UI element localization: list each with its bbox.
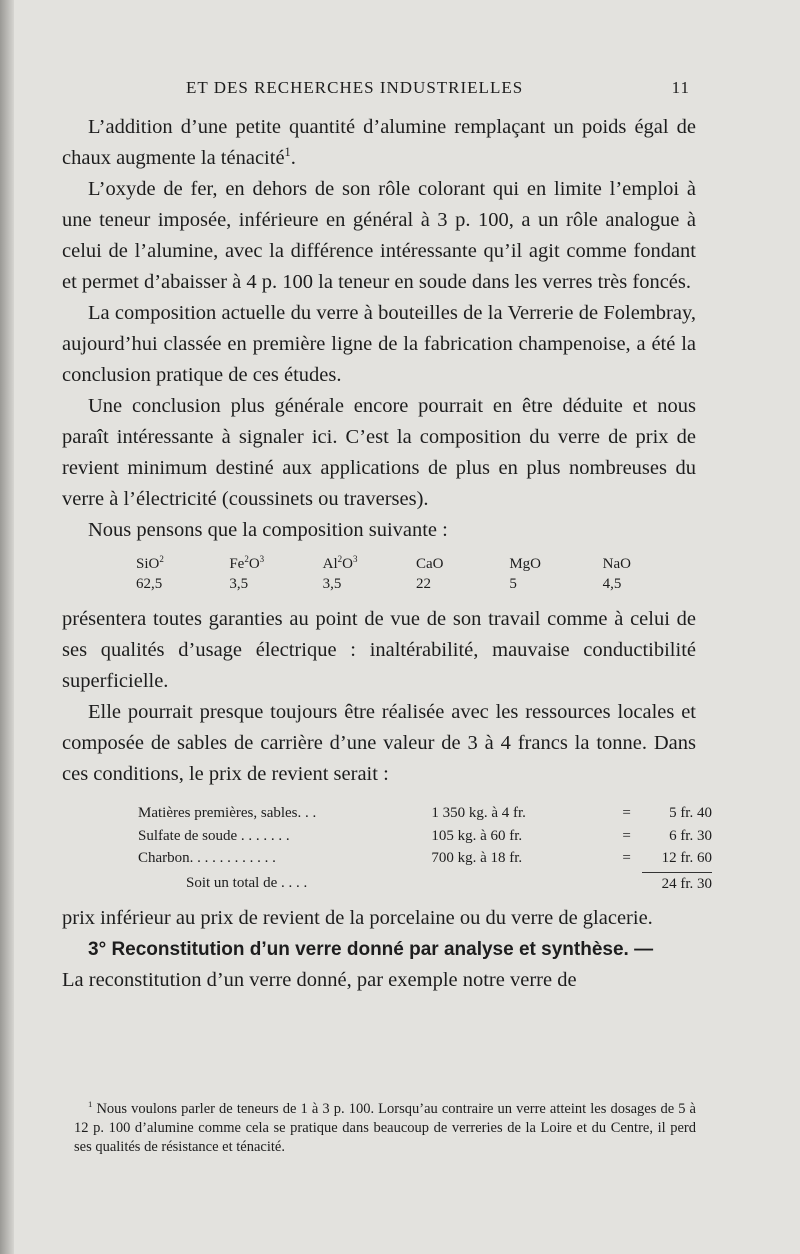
paragraph-oxyde-de-fer: L’oxyde de fer, en dehors de son rôle colorant qui en limite l’emploi à une teneur imposée, inférieure en général à 3 p. 100, a un rôle analogue à celui de l’alumine, avec la différence intéressante qu’il agit comme fondant et permet d’abaisser à 4 p. 100 la teneur en soude dans les verres très foncés. [62, 178, 696, 293]
cost-row [138, 825, 712, 848]
total-price: 24 fr. 30 [642, 872, 712, 896]
cost-price: 5 fr. 40 [669, 805, 712, 821]
cost-label: Sulfate de soude . . . . . . . [138, 827, 290, 844]
footnote [74, 1100, 696, 1157]
composition-table [136, 554, 696, 594]
cost-row [138, 847, 712, 870]
paragraph-ressources: Elle pourrait presque toujours être réalisée avec les ressources locales et composée de sables de carrière d’une valeur de 3 à 4 francs la tonne. Dans ces conditions, le prix de revient serait : [62, 701, 696, 785]
body-text [62, 112, 712, 996]
paragraph-composition-intro: Nous pensons que la composition suivante : [88, 519, 448, 541]
section-title: 3° Reconstitution d’un verre donné par analyse et synthèse. — [88, 939, 654, 960]
oxide-value: 22 [416, 576, 431, 592]
cost-quantity: 700 kg. à 18 fr. [431, 850, 523, 866]
paragraph-conclusion: Une conclusion plus générale encore pourrait en être déduite et nous paraît intéressante à signaler ici. C’est la composition du verre de prix de revient minimum destiné aux applications de plus en plus nombreuses du verre à l’électricité (coussinets ou traverses). [62, 395, 696, 510]
oxide-value: 5 [509, 576, 517, 592]
cost-price: 12 fr. 60 [661, 850, 712, 866]
cost-quantity: 105 kg. à 60 fr. [431, 827, 523, 844]
cost-price: 6 fr. 30 [669, 827, 712, 844]
section-text: La reconstitution d’un verre donné, par exemple notre verre de [62, 969, 577, 991]
oxide-formula: SiO$^2$ [136, 554, 164, 572]
oxide-formula: NaO [602, 556, 631, 572]
oxide-formula: CaO [416, 556, 444, 572]
paragraph-text: L’addition d’une petite quantité d’alumine remplaçant un poids égal de chaux augmente la ténacité [62, 116, 696, 169]
oxide-formula: $Fe^2O^3$ [229, 554, 265, 572]
paragraph-garanties: présentera toutes garanties au point de vue de son travail comme à celui de ses qualités d’usage électrique : inaltérabilité, mauvaise conductibilité superficielle. [62, 608, 696, 692]
oxide-value: 4,5 [602, 576, 622, 592]
equals-sign: = [622, 805, 631, 821]
oxide-value: 62,5 [136, 576, 163, 592]
total-label: Soit un total de . . . . [186, 874, 308, 891]
page-number: 11 [671, 78, 690, 97]
oxide-formula: $Al^2O^3$ [322, 554, 358, 572]
footnote-marker: 1 [88, 1099, 93, 1110]
cost-total-row [138, 872, 712, 896]
paragraph-text: . [290, 147, 296, 169]
paragraph-alumine [62, 112, 696, 174]
section-heading [62, 934, 696, 965]
equals-sign: = [622, 827, 631, 844]
paragraph-prix: prix inférieur au prix de revient de la porcelaine ou du verre de glacerie. [62, 907, 653, 929]
cost-quantity: 1 350 kg. à 4 fr. [431, 805, 526, 821]
cost-row [138, 802, 712, 825]
running-head-title: ET DES RECHERCHES INDUSTRIELLES [186, 78, 524, 97]
oxide-value: 3,5 [229, 576, 249, 592]
oxide-formula: MgO [509, 556, 541, 572]
footnote-text: Nous voulons parler de teneurs de 1 à 3 p. 100. Lorsqu’au contraire un verre atteint les dosages de 5 à 12 p. 100 d’alumine comme cela se pratique dans beaucoup de verreries de la Loire et du Centre, il perd ses qualités de résistance et ténacité. [74, 1101, 696, 1155]
oxide-value: 3,5 [322, 576, 342, 592]
paragraph-folembray: La composition actuelle du verre à bouteilles de la Verrerie de Folembray, aujourd’hui classée en première ligne de la fabrication champenoise, a été la conclusion pratique de ces études. [62, 302, 696, 386]
equals-sign: = [622, 850, 631, 866]
cost-label: Matières premières, sables. . . [138, 805, 317, 821]
cost-label: Charbon. . . . . . . . . . . . [138, 850, 276, 866]
footnote-reference: 1 [284, 145, 291, 160]
cost-table [138, 802, 712, 895]
